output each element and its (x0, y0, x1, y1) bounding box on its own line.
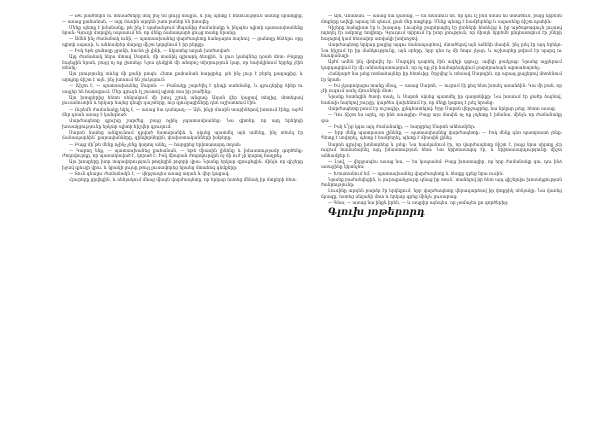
paragraph: Վարժապետը գլուխը շարժեց, բայց ոչինչ չպատասխանեց: Նա գիտեր, որ այդ երեկոյի խոսակցությունը երկար պիտի հիշվեր գյուղում: (62, 119, 303, 130)
paragraph: — Կարող ենք, — պատասխանեց քահանան, — եթե միասին լինենք և իմաստությամբ գործենք: Ժողովուրդը, որ պառակտված է, կորած է: Իսկ միաբան ժողովուրդին ոչ մի ուժ չի կարող հաղթել: (62, 148, 303, 160)
paragraph: — Խոստանում եմ, — պատասխանեց վարժապետը և ձեռքը դրեց նրա ուսին: (328, 171, 504, 177)
paragraph: Այդ ժամանակ ներս մտավ Սարոն, մի տաճիկ գլխարկ ձեռքին, և լուռ կանգնեց դռան մոտ: Բոլորը նայեցին նրան, բայց ոչ ոք չխոսեց: Նրա դեմքին մի անորոշ տխրություն կար, որ նախկինում երբեք չէին տեսել: (62, 55, 303, 72)
paragraph: — Գնա, — ասաց նա ինքն իրեն, — և ապրիր այնպես, որ չամաչես քո գործերից: (328, 201, 509, 206)
paragraph: — Այո, Վեստան, — ասաց նա կամաց, — ես տեսնում եմ, որ դու էլ ինձ նման ես մտածում, բայց երբեմն մտքերը ավելի արագ են գնում, քան մեր ոտքերը: Մենք պետք է համբերենք և սպասենք ճիշտ պահին: (321, 14, 562, 25)
paragraph: Հյուրերը ցրվեցին, և սենյակում մնաց միայն վարժապետը, որ երկար նստեց մենակ իր մտքերի հետ: (69, 178, 297, 184)
paragraph: — Ուրեմն ժամանակը եկել է, — ասաց նա դանդաղ: — Այն, ինչի մասին տարիներով խոսում էինք, այժմ մեր դռան առաջ է կանգնած: (62, 107, 303, 119)
paragraph: — Իսկ եթե ցանողը չցանի, հունձ չի լինի, — նկատեց աղան խոժոռված: (69, 49, 231, 55)
paragraph: — Ամեն ինչ ժամանակ ունի, — պատասխանեց վարժապետը հանդարտ ձայնով. — ցանողը հնձելու օրը պիտի սպասի, և անհամբեր մարդը միշտ կորցնում է իր բերքը: (62, 37, 303, 48)
paragraph: Լուսինը արդեն բարձր էր երկնքում, երբ վարժապետը վերադարձավ իր փոքրիկ սենյակը: Նա վառեց ճրագը, նստեց սեղանի մոտ և երկար գրեց մինչև լուսաբաց: (321, 189, 562, 200)
paragraph: — Ճիշտ է, — պատասխանեց Սարոն: — Բանակը շարժվել է դեպի սահմանը, և գյուղերից ձիեր ու սայլեր են հավաքում: Մեր գյուղն էլ շուտով պիտի տա իր բաժինը: (62, 84, 303, 95)
paragraph: — Տուն գնալու ժամանակն է, — վերջապես ասաց աղան և վեր կացավ: (69, 172, 230, 178)
paragraph: Նրանք բաժանվեցին, և յուրաքանչյուրը գնաց իր տուն՝ տանելով իր հետ այդ գիշերվա խոսակցության ծանրությունը: (321, 177, 562, 189)
paragraph: Այս լռությունը տևեց մի քանի րոպե: Հետո քահանան հարցրեց, թե ինչ լուր է բերել քաղաքից, և արդյոք ճիշտ է այն, ինչ խոսում են շուկայում: (62, 72, 303, 84)
left-text-column (62, 14, 303, 416)
paragraph: — Իսկ ե՞րբ կգա այդ ժամանակը, — հարցրեց Սարոն անհամբեր: (328, 124, 476, 130)
paragraph: — Դու ճիշտ ես արել, որ ինձ ասացիր: Բայց այս մասին ոչ ոք չպետք է իմանա, մինչև որ ժամանակը գա: (321, 113, 562, 124)
paragraph: — Լավ, — վերջապես ասաց նա, — ես կսպասեմ: Բայց խոստացիր, որ երբ ժամանակը գա, դու ինձ առաջինը կկանչես: (321, 159, 562, 171)
paragraph: Սարոն գլուխը խոնարհեց և լռեց: Նա հասկանում էր, որ վարժապետը ճիշտ է, բայց նրա սիրտը չէր ուզում համաձայնել այդ իմաստության հետ: Նա երիտասարդ էր, և երիտասարդությունը միշտ անհամբեր է: (321, 142, 562, 159)
right-text-column (321, 14, 562, 416)
paragraph: — Բայց մի՞թե մենք ոչինչ չենք կարող անել, — հարցրեց երիտասարդ տղան: (69, 142, 242, 148)
paragraph: Այս խոսքերից հետո սենյակում մի խուլ շշուկ անցավ: Աղան վեր կացավ տեղից, մոտեցավ լուսամուտին և երկար նայեց դեպի դաշտերը, ուր գյուղացիները դեռ աշխատում էին: (62, 95, 303, 107)
paragraph: Այս խոսքերը խոր տպավորություն թողեցին բոլորի վրա: Նրանք երկար զրուցեցին, մինչև որ գիշերը իջավ գյուղի վրա, և կրակի լույսը թույլ լուսավորեց նրանց մտահոգ դեմքերը: (62, 160, 303, 171)
chapter-heading: Գլուխ յոթերորդ (328, 207, 425, 219)
paragraph: Մենք պետք է իմանանք, թե ինչ է պահանջում մեզանից ժամանակը և ինչպես պիտի պատասխանենք նրան: Գյուղի մարդիկ սպասում են, որ մենք ճանապարհ ցույց տանք նրանց: (62, 25, 303, 37)
paragraph: Վարժապետը երկար քայլեց այգու ճանապարհով, մտածելով այն ամենի մասին, ինչ լսել էր այդ երեկո: Նա հիշում էր իր մանկությունը, այն օրերը, երբ դեռ ոչ մի հոգս չկար, և աշխարհը թվում էր պարզ ու հասկանալի: (321, 42, 562, 60)
paragraph: Գիշերը հանգիստ էր և խաղաղ: Լուսինը բարձրացել էր լեռների հետևից և իր արծաթագույն լույսով ողողել էր ամբողջ հովիտը: Գյուղում տիրում էր խոր լռություն, որ միայն երբեմն ընդհատվում էր շների հաչոցով կամ հեռավոր առվակի խոխոջով: (321, 25, 562, 42)
paragraph: — Թե լսածներն ու տեսածները մեզ ինչ են ցույց տալիս, և ինչ պետք է հետևություն անենք սրանցից, — ասաց քահանան, — այդ մասին արդեն շատ բաներ են խոսվել: (62, 14, 303, 25)
paragraph: Այժմ ամեն ինչ փոխվել էր: Մարդիկ դարձել էին ավելի զգույշ, ավելի լռակյաց: Նրանց աչքերում կարդացվում էր մի անհանգստություն, որ ոչ ոք չէր համարձակվում բարձրաձայն արտահայտել: (321, 60, 562, 71)
paragraph: Հանկարծ նա լսեց ոտնաձայներ իր հետևից: Շրջվեց և տեսավ Սարոյին, որ արագ քայլերով մոտենում էր նրան: (321, 71, 562, 83)
paragraph: Նրանք նստեցին ծառի տակ, և Սարոն սկսեց պատմել իր գաղտնիքը: Նա խոսում էր ցածր ձայնով, հաճախ նայելով շուրջը, կարծես վախենում էր, որ մեկը կարող է լսել նրանց: (321, 95, 562, 106)
paragraph: — Ես չկարողացա տանը մնալ, — ասաց Սարոն, — ուզում էի քեզ հետ խոսել առանձին: Կա մի բան, որ չէի ուզում ասել մյուսների մոտ: (321, 83, 562, 95)
paragraph: — Երբ մենք պատրաստ լինենք, — պատասխանեց վարժապետը: — Իսկ մենք դեռ պատրաստ չենք: Պետք է սովորել, պետք է համբերել, պետք է միասին լինել: (321, 130, 562, 142)
paragraph: Վարժապետը լսում էր ուշադիր, չընդհատելով: Երբ Սարոն վերջացրեց, նա երկար լռեց, հետո ասաց. (328, 107, 557, 112)
paragraph: Սարոն նստեց անկյունում դրված նստարանին և սկսեց պատմել այն ամենը, ինչ տեսել էր ճանապարհին՝ քարավանները, զինվորներին, փախստականների խմբերը: (62, 130, 303, 142)
